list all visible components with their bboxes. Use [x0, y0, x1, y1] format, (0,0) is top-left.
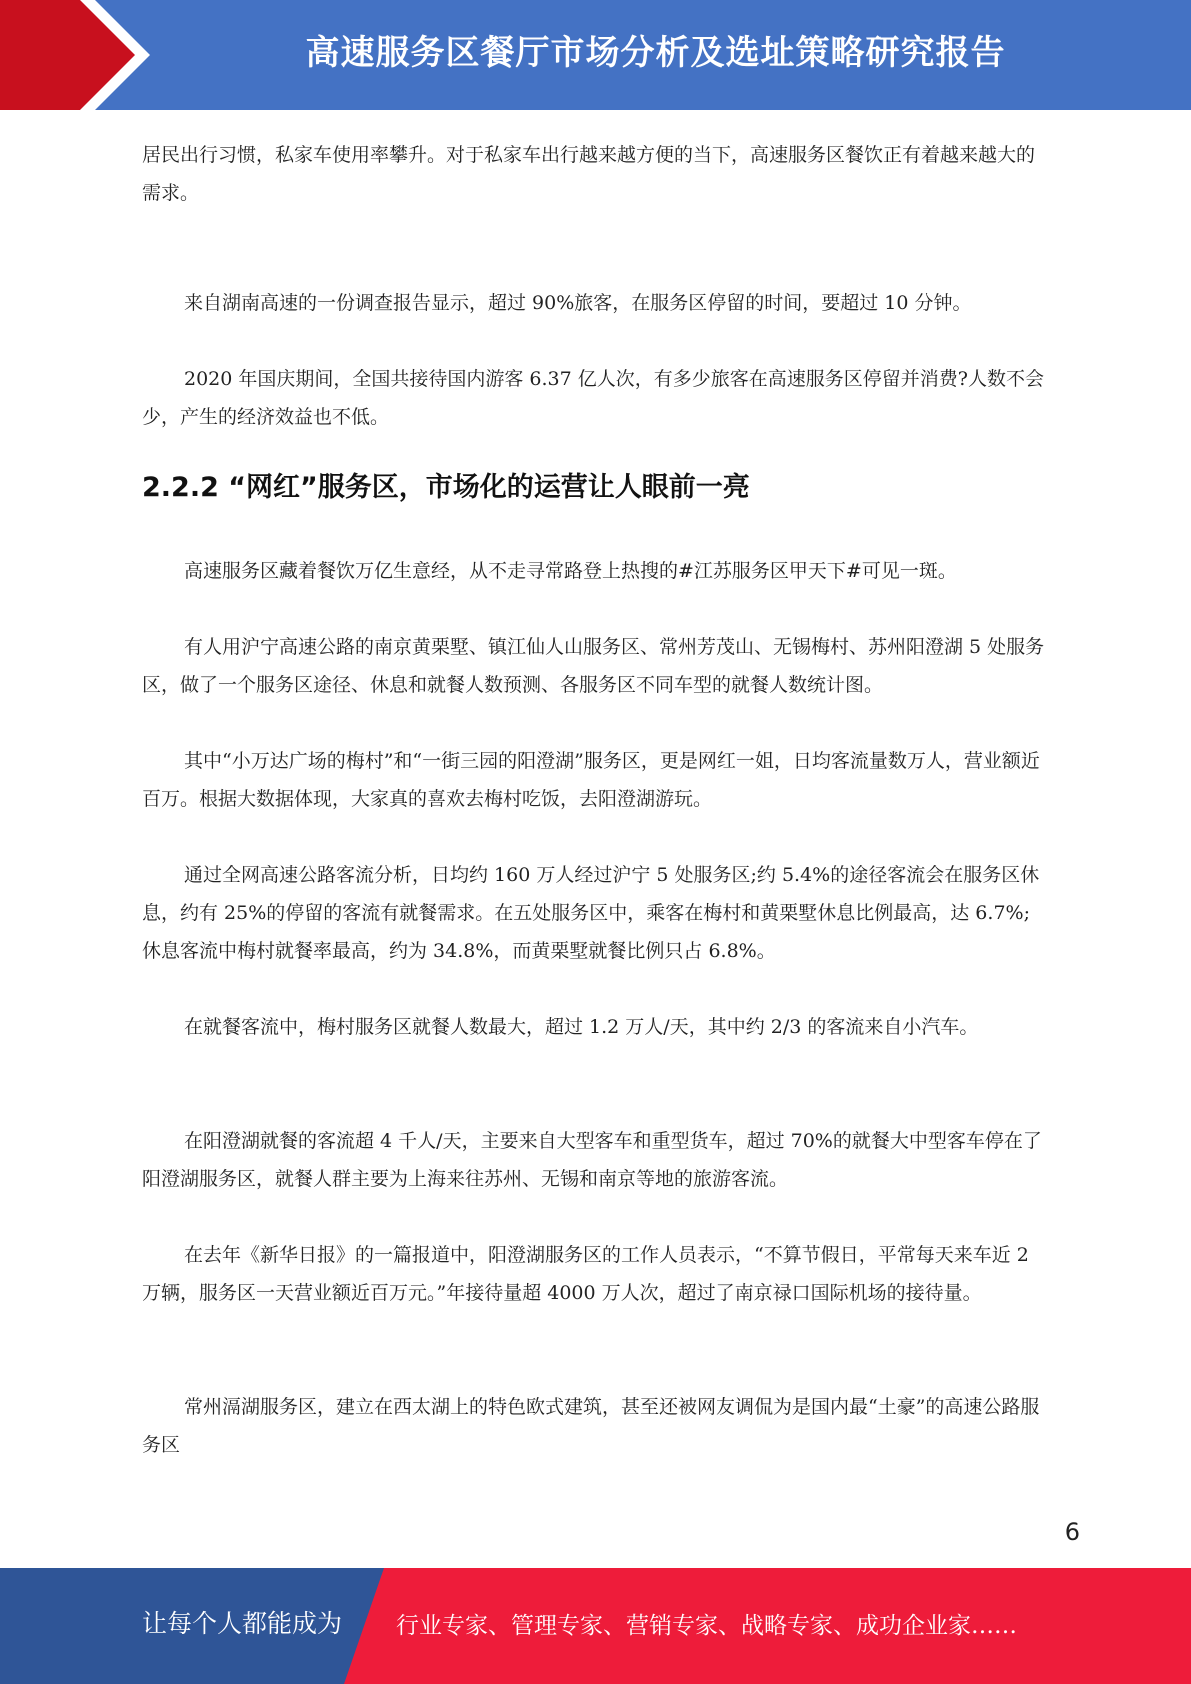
page-header — [0, 0, 1191, 110]
paragraph-national-day: 2020 年国庆期间，全国共接待国内游客 6.37 亿人次，有多少旅客在高速服务区停留并消费?人数不会少，产生的经济效益也不低。 — [142, 368, 1044, 428]
paragraph-traffic-analysis: 通过全网高速公路客流分析，日均约 160 万人经过沪宁 5 处服务区;约 5.4%的途径客流会在服务区休息，约有 25%的停留的客流有就餐需求。在五处服务区中，乘客在梅村和黄栗墅休息比例最高，达 6.7%;休息客流中梅村就餐率最高，约为 34.8%，而黄栗墅就餐比例只占 6.8%。 — [142, 864, 1040, 962]
paragraph-jiangsu-hotsearch: 高速服务区藏着餐饮万亿生意经，从不走寻常路登上热搜的#江苏服务区甲天下#可见一斑。 — [184, 560, 957, 582]
page-footer — [0, 1568, 1191, 1684]
page-number: 6 — [1064, 1518, 1080, 1546]
footer-slogan-right: 行业专家、管理专家、营销专家、战略专家、成功企业家…… — [396, 1613, 1017, 1639]
paragraph-meicun-dining: 在就餐客流中，梅村服务区就餐人数最大，超过 1.2 万人/天，其中约 2/3 的客流来自小汽车。 — [184, 1016, 979, 1038]
footer-slogan-left: 让每个人都能成为 — [142, 1609, 343, 1638]
section-heading: 2.2.2 “网红”服务区，市场化的运营让人眼前一亮 — [142, 472, 750, 503]
paragraph-yangchenghu-dining: 在阳澄湖就餐的客流超 4 千人/天，主要来自大型客车和重型货车，超过 70%的就餐大中型客车停在了阳澄湖服务区，就餐人群主要为上海来往苏州、无锡和南京等地的旅游客流。 — [142, 1130, 1042, 1190]
paragraph-intro-continued: 居民出行习惯，私家车使用率攀升。对于私家车出行越来越方便的当下，高速服务区餐饮正有着越来越大的需求。 — [142, 144, 1036, 204]
paragraph-gehu-service-area: 常州滆湖服务区，建立在西太湖上的特色欧式建筑，甚至还被网友调侃为是国内最“土豪”的高速公路服务区 — [142, 1396, 1040, 1456]
paragraph-hunan-survey: 来自湖南高速的一份调查报告显示，超过 90%旅客，在服务区停留的时间，要超过 10 分钟。 — [184, 292, 972, 314]
paragraph-huning-five-areas: 有人用沪宁高速公路的南京黄栗墅、镇江仙人山服务区、常州芳茂山、无锡梅村、苏州阳澄湖 5 处服务区，做了一个服务区途径、休息和就餐人数预测、各服务区不同车型的就餐人数统计图。 — [142, 636, 1045, 696]
header-title: 高速服务区餐厅市场分析及选址策略研究报告 — [305, 33, 1006, 73]
paragraph-meicun-yangchenghu: 其中“小万达广场的梅村”和“一街三园的阳澄湖”服务区，更是网红一姐，日均客流量数万人，营业额近百万。根据大数据体现，大家真的喜欢去梅村吃饭，去阳澄湖游玩。 — [142, 750, 1040, 810]
paragraph-xinhua-report: 在去年《新华日报》的一篇报道中，阳澄湖服务区的工作人员表示，“不算节假日，平常每天来车近 2 万辆，服务区一天营业额近百万元。”年接待量超 4000 万人次，超过了南京禄口国际机场的接待量。 — [142, 1244, 1029, 1304]
